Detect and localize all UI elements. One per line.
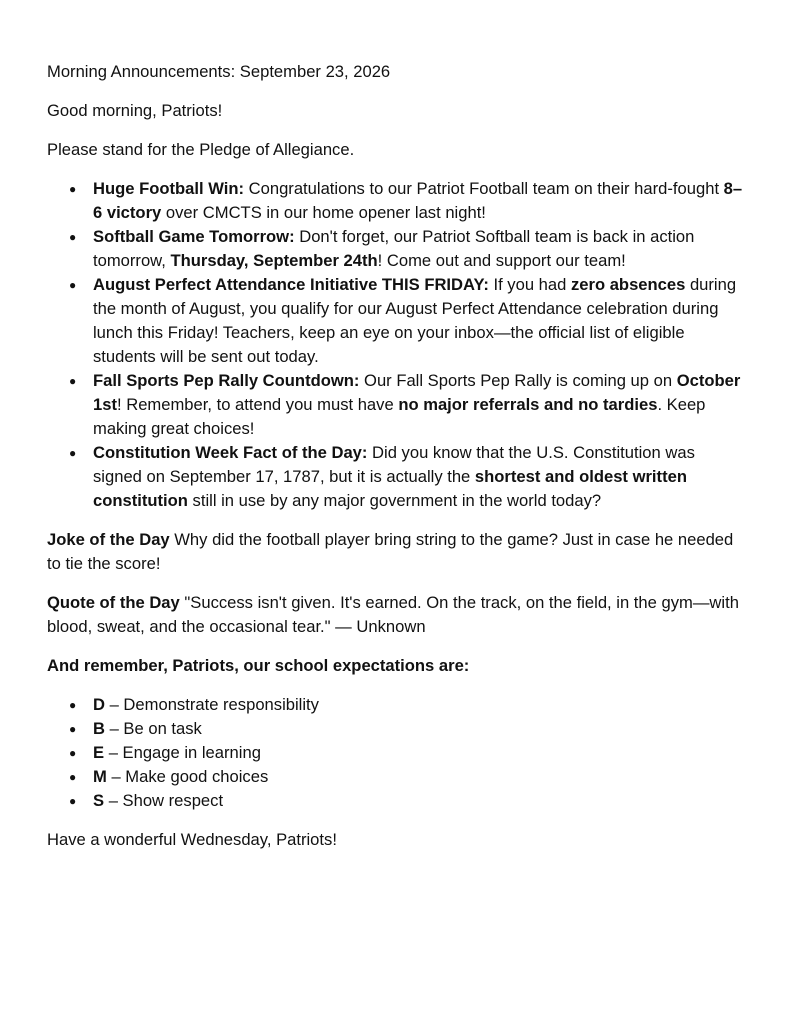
announcement-football: ● Huge Football Win: Congratulations to our Patriot Football team on their hard-fought 8–6 victory over CMCTS in our home opener last night! [93,177,747,225]
announcement-label: Softball Game Tomorrow: [93,227,295,246]
expectation-item: ● S – Show respect [93,789,747,813]
quote-label: Quote of the Day [47,593,180,612]
announcement-pep-rally: ● Fall Sports Pep Rally Countdown: Our Fall Sports Pep Rally is coming up on October 1st! Remember, to attend you must have no major referrals and no tardies. Keep making great choices! [93,369,747,441]
announcement-attendance: ● August Perfect Attendance Initiative THIS FRIDAY: If you had zero absences during the month of August, you qualify for our August Perfect Attendance celebration during lunch this Friday! Teachers, keep an eye on your inbox—the official list of eligible students will be sent out today. [93,273,747,369]
joke-label: Joke of the Day [47,530,170,549]
announcement-label: Constitution Week Fact of the Day: [93,443,368,462]
expectation-item: ● E – Engage in learning [93,741,747,765]
expectations-heading: And remember, Patriots, our school expectations are: [47,656,470,675]
pledge-line: Please stand for the Pledge of Allegiance. [47,140,355,159]
announcement-label: Huge Football Win: [93,179,245,198]
joke-text: Why did the football player bring string to the game? Just in case he needed to tie the score! [47,530,734,573]
announcement-label: Fall Sports Pep Rally Countdown: [93,371,360,390]
announcement-softball: ● Softball Game Tomorrow: Don't forget, our Patriot Softball team is back in action tomorrow, Thursday, September 24th! Come out and support our team! [93,225,747,273]
expectation-item: ● B – Be on task [93,717,747,741]
announcement-constitution: ● Constitution Week Fact of the Day: Did you know that the U.S. Constitution was signed on September 17, 1787, but it is actually the shortest and oldest written constitution still in use by any major government in the world today? [93,441,747,513]
announcement-document [47,60,747,867]
closing-line: Have a wonderful Wednesday, Patriots! [47,830,337,849]
quote-of-the-day [47,591,747,639]
announcement-label: August Perfect Attendance Initiative THIS FRIDAY: [93,275,489,294]
expectations-list [47,693,747,813]
greeting: Good morning, Patriots! [47,101,223,120]
expectation-item: ● D – Demonstrate responsibility [93,693,747,717]
joke-of-the-day [47,528,747,576]
announcement-list [47,177,747,513]
quote-text: "Success isn't given. It's earned. On the track, on the field, in the gym—with blood, sweat, and the occasional tear." — Unknown [47,593,739,636]
document-title: Morning Announcements: September 23, 2026 [47,62,391,81]
expectation-item: ● M – Make good choices [93,765,747,789]
